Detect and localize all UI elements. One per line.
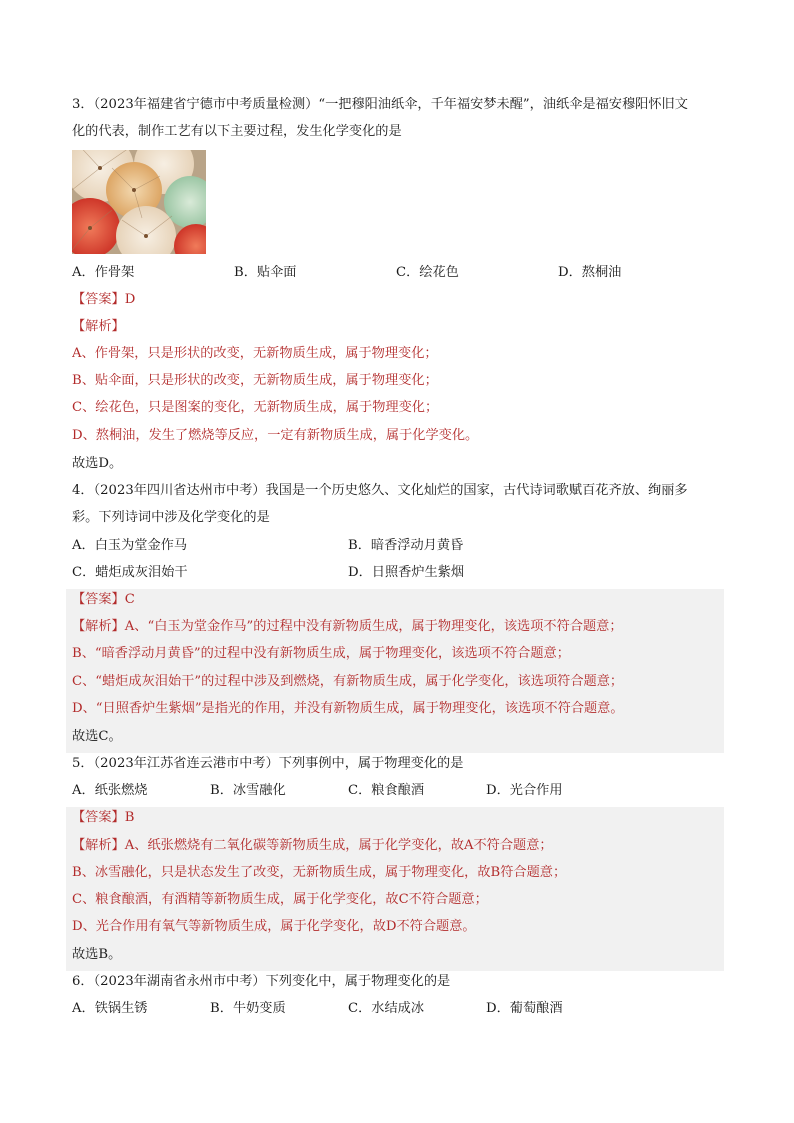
q4-analysis-a-text: A、“白玉为堂金作马”的过程中没有新物质生成，属于物理变化，该选项不符合题意； bbox=[124, 619, 623, 634]
q5-analysis-a-text: A、纸张燃烧有二氧化碳等新物质生成，属于化学变化，故A不符合题意； bbox=[124, 838, 553, 853]
q4-stem-line-1: 4．（2023年四川省达州市中考）我国是一个历史悠久、文化灿烂的国家，古代诗词歌赋百花齐放、绚丽多 bbox=[72, 483, 688, 498]
q5-analysis-a bbox=[72, 837, 724, 855]
q4-options-row-1 bbox=[72, 537, 724, 555]
q4-analysis-c: C、“蜡炬成灰泪始干”的过程中涉及到燃烧，有新物质生成，属于化学变化，该选项符合题意； bbox=[72, 674, 624, 689]
q3-option-d: D．熬桐油 bbox=[558, 265, 622, 280]
q4-analysis-d: D、“日照香炉生紫烟”是指光的作用，并没有新物质生成，属于物理变化，该选项不符合题意。 bbox=[72, 701, 624, 716]
q3-option-b: B．贴伞面 bbox=[234, 265, 297, 280]
q5-stem-line-1: 5．（2023年江苏省连云港市中考）下列事例中，属于物理变化的是 bbox=[72, 756, 464, 771]
q4-conclusion: 故选C。 bbox=[72, 729, 122, 744]
q6-options bbox=[72, 1000, 724, 1018]
q5-analysis-b: B、冰雪融化，只是状态发生了改变，无新物质生成，属于物理变化，故B符合题意； bbox=[72, 865, 567, 880]
q5-analysis-label: 【解析】 bbox=[72, 838, 125, 853]
q3-analysis-label: 【解析】 bbox=[72, 319, 125, 334]
q6-stem-line-1: 6．（2023年湖南省永州市中考）下列变化中，属于物理变化的是 bbox=[72, 974, 451, 989]
q4-option-a: A．白玉为堂金作马 bbox=[72, 538, 188, 553]
q5-option-b: B．冰雪融化 bbox=[210, 783, 286, 798]
q3-analysis-d: D、熬桐油，发生了燃烧等反应，一定有新物质生成，属于化学变化。 bbox=[72, 428, 479, 443]
q3-stem-line-1: 3．（2023年福建省宁德市中考质量检测）“一把穆阳油纸伞，千年福安梦未醒”，油纸伞是福安穆阳怀旧文 bbox=[72, 97, 688, 112]
oil-paper-umbrella-photo bbox=[72, 150, 206, 254]
q6-option-b: B．牛奶变质 bbox=[210, 1001, 286, 1016]
q4-option-b: B．暗香浮动月黄昏 bbox=[348, 538, 464, 553]
q4-stem-line-2: 彩。下列诗词中涉及化学变化的是 bbox=[72, 510, 270, 525]
q3-analysis-a: A、作骨架，只是形状的改变，无新物质生成，属于物理变化； bbox=[72, 346, 438, 361]
q4-option-d: D．日照香炉生紫烟 bbox=[348, 565, 465, 580]
q4-analysis-b: B、“暗香浮动月黄昏”的过程中没有新物质生成，属于物理变化，该选项不符合题意； bbox=[72, 646, 570, 661]
q6-option-c: C．水结成冰 bbox=[348, 1001, 425, 1016]
q3-option-c: C．绘花色 bbox=[396, 265, 459, 280]
q5-option-d: D．光合作用 bbox=[486, 783, 563, 798]
q3-analysis-b: B、贴伞面，只是形状的改变，无新物质生成，属于物理变化； bbox=[72, 373, 438, 388]
q4-analysis-a bbox=[72, 618, 724, 636]
q3-analysis-c: C、绘花色，只是图案的变化，无新物质生成，属于物理变化； bbox=[72, 400, 439, 415]
q3-stem-line-2: 化的代表，制作工艺有以下主要过程，发生化学变化的是 bbox=[72, 124, 402, 139]
q5-analysis-c: C、粮食酿酒，有酒精等新物质生成，属于化学变化，故C不符合题意； bbox=[72, 892, 488, 907]
q4-option-c: C．蜡炬成灰泪始干 bbox=[72, 565, 188, 580]
q5-options bbox=[72, 782, 724, 800]
q3-conclusion: 故选D。 bbox=[72, 456, 123, 471]
q5-option-a: A．纸张燃烧 bbox=[72, 783, 148, 798]
q6-option-a: A．铁锅生锈 bbox=[72, 1001, 148, 1016]
q5-conclusion: 故选B。 bbox=[72, 947, 122, 962]
q5-answer: 【答案】B bbox=[72, 810, 135, 825]
q5-option-c: C．粮食酿酒 bbox=[348, 783, 425, 798]
q3-answer: 【答案】D bbox=[72, 292, 136, 307]
q3-option-a: A．作骨架 bbox=[72, 265, 135, 280]
q4-options-row-2 bbox=[72, 564, 724, 582]
q3-options bbox=[72, 264, 724, 282]
q6-option-d: D．葡萄酿酒 bbox=[486, 1001, 563, 1016]
q4-answer: 【答案】C bbox=[72, 592, 135, 607]
q5-analysis-d: D、光合作用有氧气等新物质生成，属于化学变化，故D不符合题意。 bbox=[72, 919, 476, 934]
q4-analysis-label: 【解析】 bbox=[72, 619, 125, 634]
